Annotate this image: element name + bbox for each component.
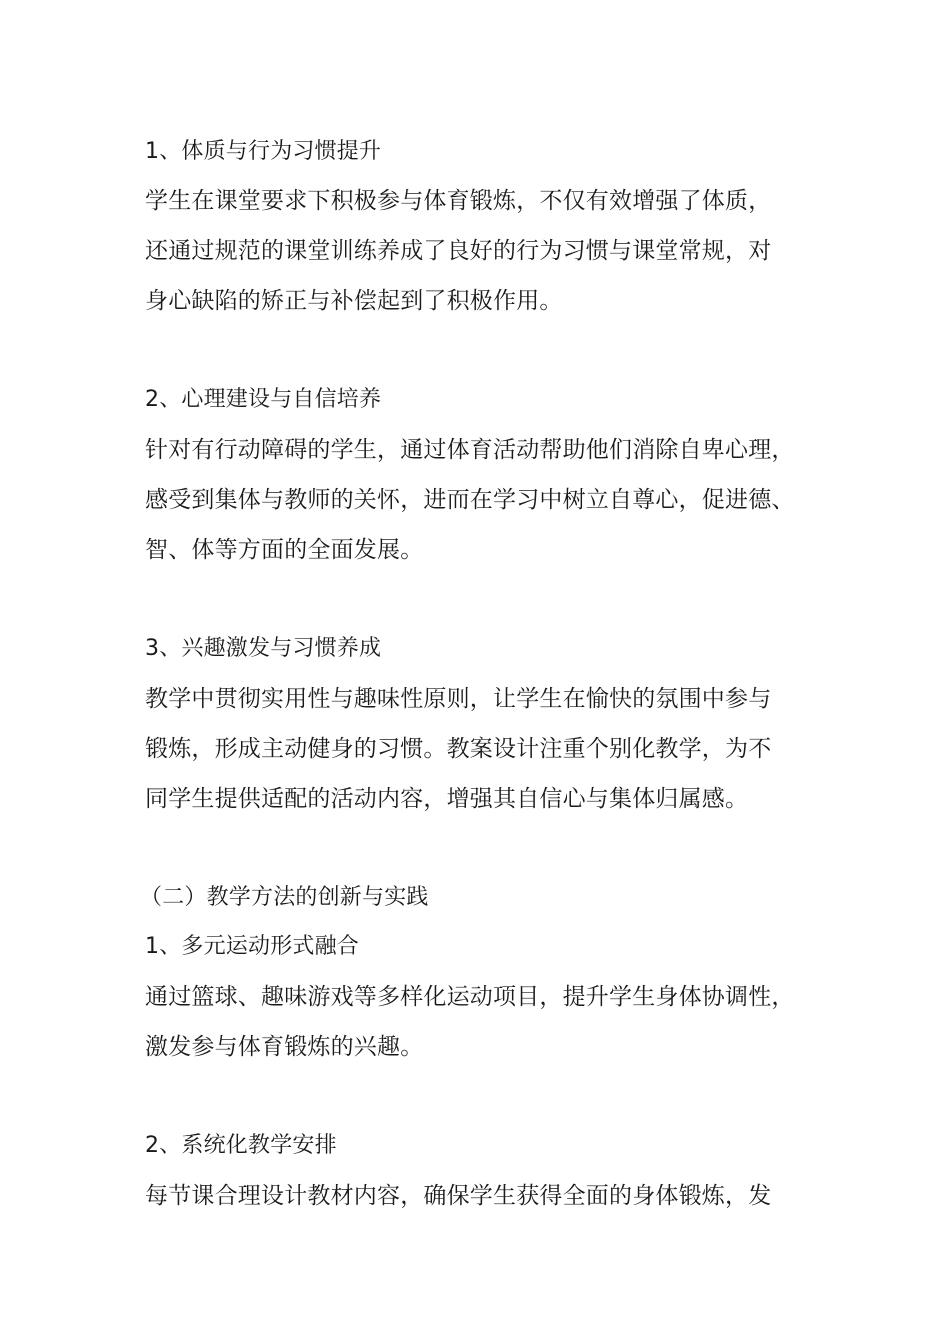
heading-physique-habits: 1、体质与行为习惯提升 [145, 139, 382, 164]
paragraph-line: 通过篮球、趣味游戏等多样化运动项目，提升学生身体协调性， [145, 984, 795, 1010]
paragraph-line: 学生在课堂要求下积极参与体育锻炼，不仅有效增强了体质， [145, 188, 772, 214]
paragraph-line: 同学生提供适配的活动内容，增强其自信心与集体归属感。 [145, 786, 749, 812]
paragraph-line: 智、体等方面的全面发展。 [145, 537, 424, 563]
paragraph-line: 锻炼，形成主动健身的习惯。教案设计注重个别化教学，为不 [145, 736, 772, 762]
paragraph-line: 感受到集体与教师的关怀，进而在学习中树立自尊心，促进德、 [145, 487, 795, 513]
heading-systematic-teaching: 2、系统化教学安排 [145, 1133, 337, 1158]
paragraph-line: 针对有行动障碍的学生，通过体育活动帮助他们消除自卑心理， [145, 437, 795, 463]
paragraph-line: 身心缺陷的矫正与补偿起到了积极作用。 [145, 288, 563, 314]
heading-interest-habits: 3、兴趣激发与习惯养成 [145, 636, 382, 661]
heading-psychology-confidence: 2、心理建设与自信培养 [145, 387, 382, 412]
heading-multi-sport: 1、多元运动形式融合 [145, 934, 359, 959]
paragraph-line: 每节课合理设计教材内容，确保学生获得全面的身体锻炼，发 [145, 1183, 772, 1209]
paragraph-line: 激发参与体育锻炼的兴趣。 [145, 1034, 424, 1060]
paragraph-line: 还通过规范的课堂训练养成了良好的行为习惯与课堂常规，对 [145, 238, 772, 264]
paragraph-line: 教学中贯彻实用性与趣味性原则，让学生在愉快的氛围中参与 [145, 686, 772, 712]
section-heading-teaching-methods: （二）教学方法的创新与实践 [140, 885, 429, 910]
